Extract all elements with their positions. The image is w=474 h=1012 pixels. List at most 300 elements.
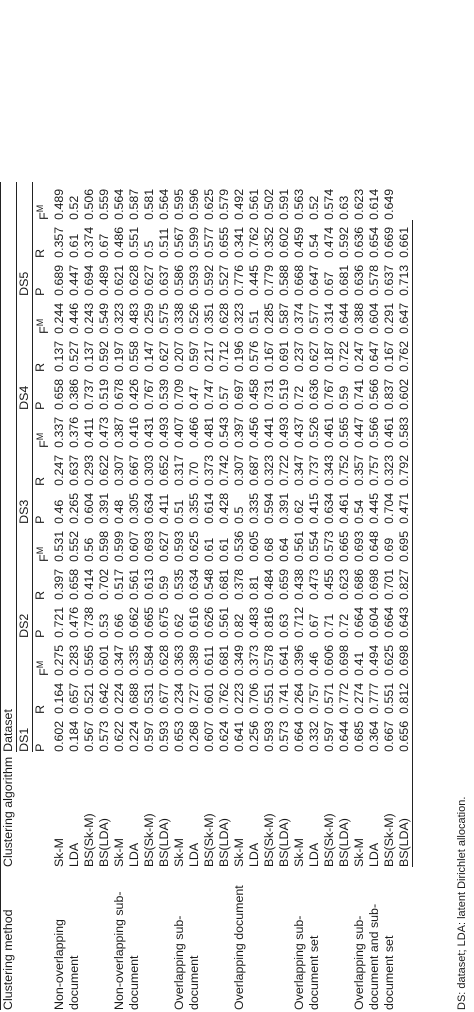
value-cell: 0.389 [187,644,202,676]
value-cell: 0.628 [157,644,172,676]
value-cell: 0.577 [307,302,322,334]
value-cell: 0.237 [292,340,307,372]
value-cell: 0.552 [67,530,82,562]
value-cell: 0.223 [232,682,247,714]
value-cell: 0.62 [172,613,187,638]
value-cell: 0.581 [142,188,157,220]
table-footnote: DS: dataset; LDA: latent Dirichlet allocation. [456,796,468,1010]
value-cell: 0.551 [382,682,397,714]
value-cell: 0.56 [82,537,97,562]
value-cell: 0.727 [187,682,202,714]
value-cell: 0.274 [352,682,367,714]
algorithm-cell: LDA [247,842,262,867]
value-cell: 0.82 [232,613,247,638]
value-cell: 0.625 [202,188,217,220]
value-cell: 0.606 [322,644,337,676]
value-cell: 0.561 [217,606,232,638]
value-cell: 0.702 [97,568,112,600]
value-cell: 0.767 [142,378,157,410]
value-cell: 0.243 [82,302,97,334]
value-cell: 0.59 [337,385,352,410]
value-cell: 0.664 [352,606,367,638]
table-row [352,182,367,1010]
value-cell: 0.693 [352,530,367,562]
value-cell: 0.647 [307,264,322,296]
value-cell: 0.597 [142,720,157,752]
value-cell: 0.46 [307,651,322,676]
metric-header [33,524,53,562]
value-cell: 0.698 [397,638,413,676]
value-cell: 0.397 [232,416,247,448]
value-cell: 0.567 [172,226,187,258]
value-cell: 0.757 [367,454,382,486]
value-cell: 0.62 [292,499,307,524]
value-cell: 0.701 [382,568,397,600]
value-cell: 0.722 [277,454,292,486]
table-row [52,182,67,1010]
value-cell: 0.445 [247,264,262,296]
value-cell: 0.654 [367,226,382,258]
value-cell: 0.48 [112,499,127,524]
value-cell: 0.686 [352,568,367,600]
value-cell: 0.647 [397,296,413,334]
value-cell: 0.536 [232,530,247,562]
value-cell: 0.317 [172,454,187,486]
value-cell: 0.41 [352,651,367,676]
value-cell: 0.67 [307,613,322,638]
value-cell: 0.731 [262,378,277,410]
value-cell: 0.61 [67,233,82,258]
value-cell: 0.642 [97,682,112,714]
value-cell: 0.71 [322,613,337,638]
value-cell: 0.792 [397,448,413,486]
value-cell: 0.264 [292,682,307,714]
value-cell: 0.687 [247,454,262,486]
value-cell: 0.592 [202,264,217,296]
algorithm-cell: LDA [67,842,82,867]
value-cell: 0.378 [232,568,247,600]
value-cell: 0.224 [127,720,142,752]
value-cell: 0.677 [157,682,172,714]
value-cell: 0.268 [187,720,202,752]
value-cell: 0.187 [322,340,337,372]
value-cell: 0.247 [52,454,67,486]
value-cell: 0.593 [157,720,172,752]
value-cell: 0.489 [97,264,112,296]
value-cell: 0.738 [82,606,97,638]
value-cell: 0.293 [82,454,97,486]
algorithm-cell: BS(LDA) [97,818,112,867]
value-cell: 0.591 [277,188,292,220]
value-cell: 0.483 [247,606,262,638]
value-cell: 0.762 [217,682,232,714]
algorithm-cell: BS(LDA) [397,752,413,867]
value-cell: 0.137 [82,340,97,372]
value-cell: 0.323 [232,302,247,334]
value-cell: 0.722 [337,340,352,372]
value-cell: 0.742 [217,454,232,486]
value-cell: 0.623 [337,568,352,600]
value-cell: 0.374 [292,302,307,334]
value-cell: 0.652 [157,454,172,486]
value-cell: 0.561 [292,530,307,562]
value-cell: 0.614 [202,492,217,524]
method-cell: Non-overlapping document [52,919,82,1010]
value-cell: 0.704 [382,492,397,524]
algorithm-cell: LDA [127,842,142,867]
value-cell: 0.307 [232,454,247,486]
value-cell: 0.627 [142,264,157,296]
value-cell: 0.531 [142,682,157,714]
value-cell: 0.613 [142,568,157,600]
value-cell: 0.474 [322,226,337,258]
value-cell: 0.567 [82,720,97,752]
value-cell: 0.779 [262,264,277,296]
value-cell: 0.777 [367,682,382,714]
value-cell: 0.681 [337,264,352,296]
value-cell: 0.616 [187,606,202,638]
value-cell: 0.602 [277,226,292,258]
value-cell: 0.688 [127,682,142,714]
value-cell: 0.578 [262,644,277,676]
value-cell: 0.741 [277,682,292,714]
value-cell: 0.816 [262,606,277,638]
value-cell: 0.565 [82,644,97,676]
metric-header: R [33,704,47,714]
value-cell: 0.597 [187,340,202,372]
value-cell: 0.52 [307,195,322,220]
value-cell: 0.531 [52,530,67,562]
value-cell: 0.426 [127,378,142,410]
value-cell: 0.196 [232,340,247,372]
value-cell: 0.527 [67,340,82,372]
value-cell: 0.376 [67,416,82,448]
value-cell: 0.217 [202,340,217,372]
value-cell: 0.184 [67,720,82,752]
value-cell: 0.473 [97,416,112,448]
value-cell: 0.837 [382,378,397,410]
algorithm-cell: BS(Sk-M) [202,813,217,867]
value-cell: 0.72 [337,613,352,638]
table-row [292,182,307,1010]
value-cell: 0.767 [322,378,337,410]
value-cell: 0.535 [172,568,187,600]
value-cell: 0.594 [262,492,277,524]
value-cell: 0.335 [247,492,262,524]
value-cell: 0.741 [352,378,367,410]
metric-f-label: F [37,554,52,562]
algorithm-cell: BS(LDA) [337,818,352,867]
value-cell: 0.827 [397,562,413,600]
value-cell: 0.558 [127,340,142,372]
method-cell: Overlapping document [232,885,247,1010]
value-cell: 0.275 [52,644,67,676]
value-cell: 0.636 [307,378,322,410]
algorithm-cell: BS(LDA) [157,818,172,867]
method-cell: Overlapping sub-document and sub-document set [352,903,397,1010]
value-cell: 0.571 [322,682,337,714]
value-cell: 0.607 [202,720,217,752]
value-cell: 0.588 [277,264,292,296]
table-row [172,182,187,1010]
metric-m-superscript: M [35,660,45,669]
value-cell: 0.5 [232,506,247,524]
value-cell: 0.244 [52,302,67,334]
value-cell: 0.446 [67,302,82,334]
algorithm-cell: BS(Sk-M) [322,813,337,867]
value-cell: 0.314 [322,302,337,334]
value-cell: 0.481 [202,416,217,448]
value-cell: 0.539 [157,378,172,410]
value-cell: 0.592 [97,340,112,372]
value-cell: 0.697 [232,378,247,410]
value-cell: 0.665 [337,530,352,562]
value-cell: 0.341 [232,226,247,258]
value-cell: 0.574 [322,188,337,220]
value-cell: 0.593 [172,530,187,562]
value-cell: 0.265 [67,492,82,524]
value-cell: 0.626 [202,606,217,638]
value-cell: 0.564 [157,188,172,220]
value-cell: 0.627 [157,340,172,372]
algorithm-cell: Sk-M [172,838,187,867]
value-cell: 0.577 [202,226,217,258]
value-cell: 0.604 [367,606,382,638]
value-cell: 0.137 [52,340,67,372]
value-cell: 0.291 [382,302,397,334]
value-cell: 0.624 [217,720,232,752]
value-cell: 0.307 [112,454,127,486]
value-cell: 0.586 [172,264,187,296]
algorithm-cell: BS(Sk-M) [142,813,157,867]
value-cell: 0.332 [307,720,322,752]
value-cell: 0.812 [397,676,413,714]
value-cell: 0.458 [247,378,262,410]
value-cell: 0.641 [277,644,292,676]
value-cell: 0.521 [82,682,97,714]
value-cell: 0.54 [307,233,322,258]
metric-header: P [33,287,47,296]
value-cell: 0.573 [277,720,292,752]
value-cell: 0.622 [112,720,127,752]
value-cell: 0.566 [367,416,382,448]
value-cell: 0.662 [127,606,142,638]
value-cell: 0.473 [307,568,322,600]
value-cell: 0.776 [232,264,247,296]
value-cell: 0.486 [112,226,127,258]
value-cell: 0.323 [262,454,277,486]
value-cell: 0.351 [202,302,217,334]
value-cell: 0.604 [367,302,382,334]
dataset-header: DS1 [17,638,33,752]
value-cell: 0.431 [142,416,157,448]
value-cell: 0.147 [142,340,157,372]
value-cell: 0.61 [217,537,232,562]
metric-header [33,410,53,448]
value-cell: 0.397 [52,568,67,600]
value-cell: 0.197 [112,340,127,372]
dataset-header: DS4 [17,296,33,410]
value-cell: 0.347 [112,644,127,676]
algorithm-cell: BS(Sk-M) [382,813,397,867]
table-row [232,182,247,1010]
value-cell: 0.285 [262,302,277,334]
value-cell: 0.669 [382,226,397,258]
value-cell: 0.445 [367,492,382,524]
value-cell: 0.587 [277,302,292,334]
col-header-method: Clustering method [1,909,15,1010]
value-cell: 0.601 [97,644,112,676]
value-cell: 0.627 [157,530,172,562]
value-cell: 0.681 [217,644,232,676]
value-cell: 0.602 [397,372,413,410]
metric-header [33,296,53,334]
value-cell: 0.373 [202,454,217,486]
value-cell: 0.564 [112,188,127,220]
value-cell: 0.596 [187,188,202,220]
value-cell: 0.343 [322,454,337,486]
value-cell: 0.551 [262,682,277,714]
value-cell: 0.51 [172,499,187,524]
value-cell: 0.634 [142,492,157,524]
value-cell: 0.471 [397,486,413,524]
value-cell: 0.593 [187,264,202,296]
value-cell: 0.698 [367,568,382,600]
value-cell: 0.621 [112,264,127,296]
value-cell: 0.51 [247,309,262,334]
value-cell: 0.456 [247,416,262,448]
value-cell: 0.59 [157,575,172,600]
value-cell: 0.712 [292,606,307,638]
value-cell: 0.649 [382,188,397,220]
value-cell: 0.54 [352,499,367,524]
value-cell: 0.52 [67,195,82,220]
value-cell: 0.388 [352,302,367,334]
value-cell: 0.628 [217,302,232,334]
value-cell: 0.347 [292,454,307,486]
value-cell: 0.668 [292,264,307,296]
metric-header: R [33,590,47,600]
value-cell: 0.69 [382,537,397,562]
value-cell: 0.604 [82,492,97,524]
value-cell: 0.644 [337,720,352,752]
value-cell: 0.476 [67,606,82,638]
value-cell: 0.762 [247,226,262,258]
value-cell: 0.625 [187,530,202,562]
value-cell: 0.337 [52,416,67,448]
value-cell: 0.664 [292,720,307,752]
value-cell: 0.46 [52,499,67,524]
value-cell: 0.599 [187,226,202,258]
value-cell: 0.605 [247,530,262,562]
value-cell: 0.641 [232,720,247,752]
metric-m-superscript: M [35,546,45,555]
metric-header: P [33,629,47,638]
value-cell: 0.461 [337,492,352,524]
value-cell: 0.573 [322,530,337,562]
value-cell: 0.548 [202,568,217,600]
value-cell: 0.517 [112,568,127,600]
value-cell: 0.256 [247,720,262,752]
method-cell: Overlapping sub-document [172,915,202,1010]
metric-m-superscript: M [35,204,45,213]
value-cell: 0.593 [262,720,277,752]
value-cell: 0.461 [322,416,337,448]
value-cell: 0.549 [97,302,112,334]
value-cell: 0.438 [292,568,307,600]
value-cell: 0.67 [322,271,337,296]
value-cell: 0.502 [262,188,277,220]
value-cell: 0.63 [337,195,352,220]
value-cell: 0.579 [217,188,232,220]
value-cell: 0.709 [172,378,187,410]
value-cell: 0.658 [52,378,67,410]
value-cell: 0.391 [97,492,112,524]
value-cell: 0.576 [247,340,262,372]
value-cell: 0.411 [82,417,97,448]
col-header-dataset: Dataset [1,182,17,752]
value-cell: 0.259 [142,302,157,334]
value-cell: 0.363 [172,644,187,676]
value-cell: 0.57 [217,385,232,410]
value-cell: 0.611 [202,645,217,676]
value-cell: 0.554 [307,530,322,562]
value-cell: 0.757 [307,682,322,714]
metric-header [33,182,53,220]
value-cell: 0.374 [82,226,97,258]
value-cell: 0.47 [187,385,202,410]
value-cell: 0.355 [187,492,202,524]
value-cell: 0.566 [367,378,382,410]
value-cell: 0.592 [337,226,352,258]
value-cell: 0.762 [397,334,413,372]
value-cell: 0.637 [67,454,82,486]
algorithm-cell: LDA [307,842,322,867]
value-cell: 0.598 [97,530,112,562]
method-cell: Non-overlapping sub-document [112,891,142,1010]
value-cell: 0.573 [97,720,112,752]
value-cell: 0.335 [127,644,142,676]
value-cell: 0.493 [277,416,292,448]
value-cell: 0.661 [397,220,413,258]
value-cell: 0.247 [352,340,367,372]
value-cell: 0.459 [292,226,307,258]
metric-f-label: F [37,212,52,220]
value-cell: 0.303 [142,454,157,486]
value-cell: 0.167 [382,340,397,372]
value-cell: 0.526 [307,416,322,448]
value-cell: 0.511 [157,227,172,258]
algorithm-cell: LDA [367,842,382,867]
value-cell: 0.656 [397,714,413,752]
value-cell: 0.305 [127,492,142,524]
value-cell: 0.67 [97,233,112,258]
value-cell: 0.694 [82,264,97,296]
algorithm-cell: Sk-M [52,838,67,867]
value-cell: 0.693 [142,530,157,562]
value-cell: 0.283 [67,644,82,676]
value-cell: 0.685 [352,720,367,752]
value-cell: 0.647 [367,340,382,372]
value-cell: 0.563 [292,188,307,220]
value-cell: 0.737 [82,378,97,410]
value-cell: 0.772 [337,682,352,714]
value-cell: 0.653 [172,720,187,752]
value-cell: 0.712 [217,340,232,372]
metric-header: P [33,743,47,752]
value-cell: 0.655 [217,226,232,258]
value-cell: 0.167 [262,340,277,372]
